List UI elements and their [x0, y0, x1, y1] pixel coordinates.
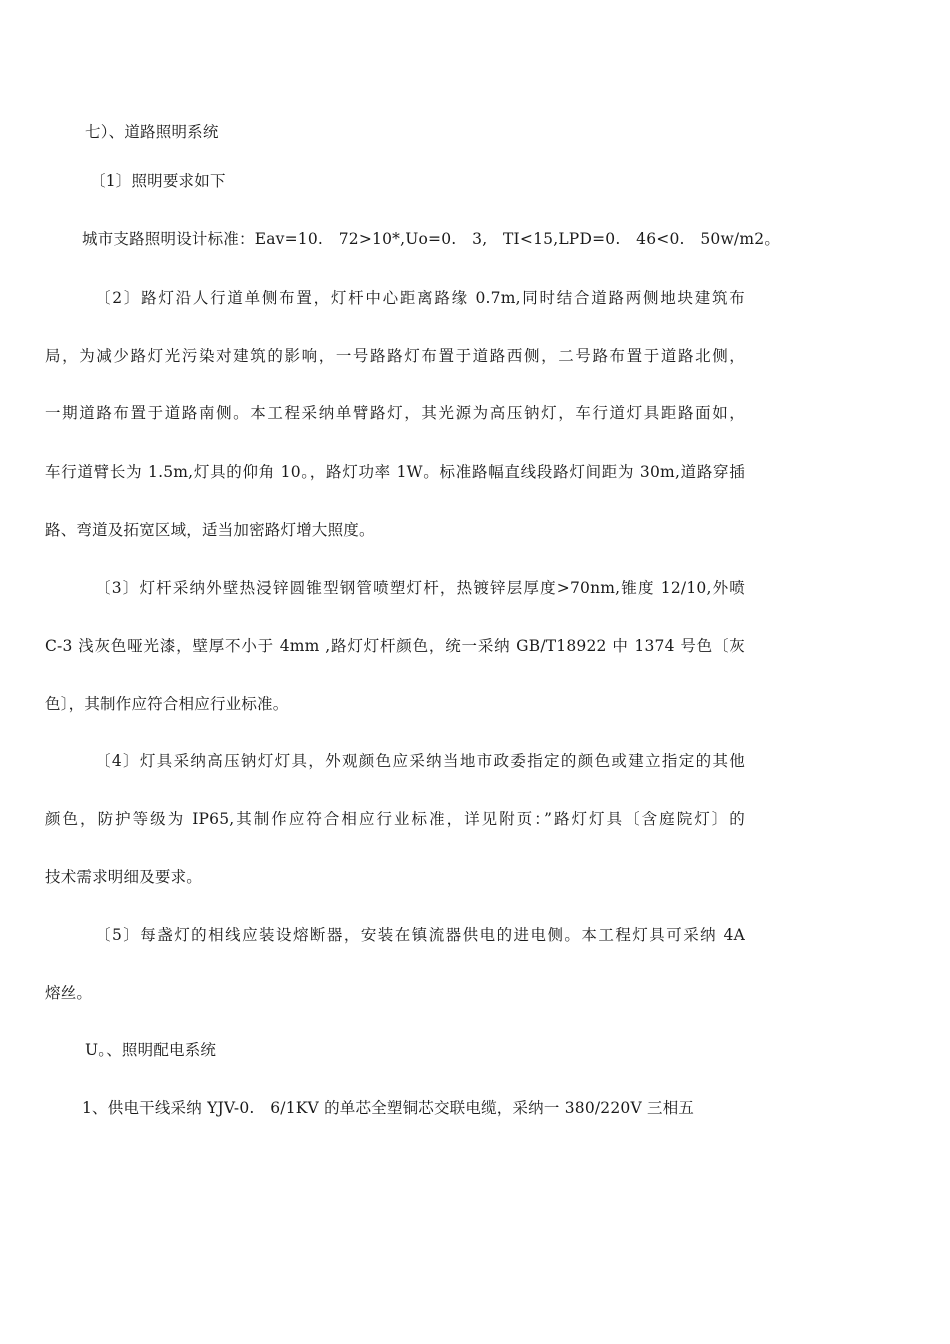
para-4-line-2: 颜色，防护等级为 IP65,其制作应符合相应行业标准，详见附页：”路灯灯具〔含庭院灯〕的 — [45, 810, 745, 828]
para-3-line-2: C-3 浅灰色哑光漆，壁厚不小于 4mm ,路灯灯杆颜色，统一采纳 GB/T18922 中 1374 号色〔灰 — [45, 637, 745, 655]
para-2-line-1: 〔2〕路灯沿人行道单侧布置，灯杆中心距离路缘 0.7m,同时结合道路两侧地块建筑布 — [95, 289, 745, 307]
section-heading-lighting: 七）、道路照明系统 — [85, 123, 219, 141]
para-5-line-1: 〔5〕每盏灯的相线应装设熔断器，安装在镇流器供电的进电侧。本工程灯具可采纳 4A — [95, 926, 745, 944]
para-3-line-3: 色〕，其制作应符合相应行业标准。 — [45, 695, 289, 713]
para-5-line-2: 熔丝。 — [45, 984, 93, 1002]
para-3-line-1: 〔3〕灯杆采纳外壁热浸锌圆锥型钢管喷塑灯杆，热镀锌层厚度>70nm,锥度 12/10,外喷 — [95, 579, 745, 597]
para-4-line-1: 〔4〕灯具采纳高压钠灯灯具，外观颜色应采纳当地市政委指定的颜色或建立指定的其他 — [95, 752, 745, 770]
para-2-line-5: 路、弯道及拓宽区域，适当加密路灯增大照度。 — [45, 521, 375, 539]
lighting-standard-line: 城市支路照明设计标准：Eav=10. 72>10*,Uo=0. 3, TI<15,LPD=0. 46<0. 50w/m2。 — [82, 230, 781, 248]
item-lighting-requirements: 〔1〕照明要求如下 — [90, 172, 226, 190]
para-2-line-2: 局，为减少路灯光污染对建筑的影响，一号路路灯布置于道路西侧，二号路布置于道路北侧， — [45, 347, 745, 365]
para-2-line-3: 一期道路布置于道路南侧。本工程采纳单臂路灯，其光源为高压钠灯，车行道灯具距路面如， — [45, 404, 745, 422]
para-4-line-3: 技术需求明细及要求。 — [45, 868, 203, 886]
para-2-line-4: 车行道臂长为 1.5m,灯具的仰角 10。，路灯功率 1W。标准路幅直线段路灯间距为 30m,道路穿插 — [45, 463, 745, 481]
item-power-supply: 1、供电干线采纳 YJV-0. 6/1KV 的单芯全塑铜芯交联电缆，采纳一 380/220V 三相五 — [82, 1099, 695, 1117]
section-heading-distribution: U。、照明配电系统 — [85, 1041, 217, 1059]
